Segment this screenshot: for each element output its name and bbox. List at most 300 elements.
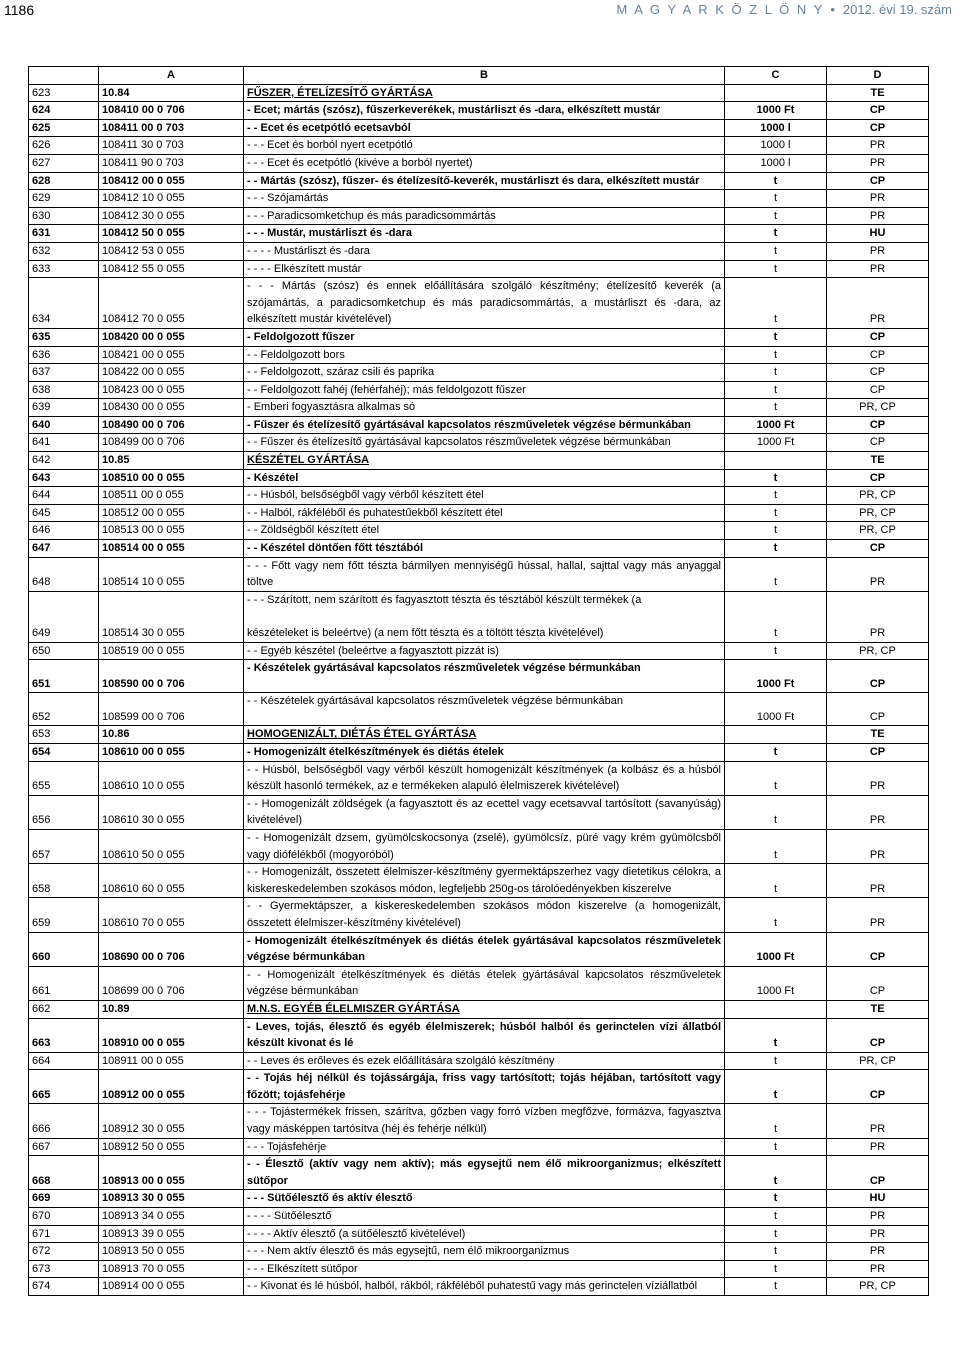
table-row xyxy=(29,469,929,487)
table-row xyxy=(29,1018,929,1052)
type-cell: PR xyxy=(827,260,929,278)
unit-cell: t xyxy=(725,364,827,382)
row-number: 652 xyxy=(29,693,99,726)
column-header: C xyxy=(725,67,827,85)
table-row xyxy=(29,504,929,522)
code-cell: 108690 00 0 706 xyxy=(99,932,244,966)
description-cell: - - - Mártás (szósz) és ennek előállítására szolgáló készítmény; ételízesítő keverék (a szójamártás, a paradicsomketchup és más paradicsommártás, a mustárliszt és -dara, az elkészített mustár kivételével) xyxy=(244,278,725,329)
type-cell: PR xyxy=(827,864,929,898)
row-number: 671 xyxy=(29,1225,99,1243)
type-cell: PR xyxy=(827,557,929,591)
code-cell: 108610 10 0 055 xyxy=(99,761,244,795)
description-cell: - Készétel xyxy=(244,469,725,487)
code-cell: 108610 60 0 055 xyxy=(99,864,244,898)
type-cell: PR xyxy=(827,829,929,863)
row-number: 669 xyxy=(29,1190,99,1208)
unit-cell: t xyxy=(725,1225,827,1243)
description-cell: - - - Ecet és ecetpótló (kivéve a borból nyertet) xyxy=(244,154,725,172)
row-number: 670 xyxy=(29,1208,99,1226)
unit-cell: 1000 l xyxy=(725,154,827,172)
row-number: 648 xyxy=(29,557,99,591)
table-row xyxy=(29,1138,929,1156)
code-cell: 108914 00 0 055 xyxy=(99,1278,244,1296)
row-number: 630 xyxy=(29,207,99,225)
type-cell: CP xyxy=(827,364,929,382)
unit-cell: t xyxy=(725,864,827,898)
unit-cell: t xyxy=(725,1208,827,1226)
code-cell: 108411 30 0 703 xyxy=(99,137,244,155)
type-cell: CP xyxy=(827,1018,929,1052)
unit-cell: t xyxy=(725,1018,827,1052)
type-cell: PR xyxy=(827,761,929,795)
table-row xyxy=(29,829,929,863)
description-cell: - - Tojás héj nélkül és tojássárgája, friss vagy tartósított; tojás héjában, tartósított vagy főzött; tojásfehérje xyxy=(244,1070,725,1104)
type-cell: PR xyxy=(827,190,929,208)
description-cell: - - Leves és erőleves és ezek előállítására szolgáló készítmény xyxy=(244,1052,725,1070)
type-cell: PR, CP xyxy=(827,642,929,660)
row-number: 658 xyxy=(29,864,99,898)
table-row xyxy=(29,898,929,932)
unit-cell: t xyxy=(725,1278,827,1296)
table-row xyxy=(29,540,929,558)
type-cell: CP xyxy=(827,1070,929,1104)
description-line: készételeket is beleértve) (a nem főtt tészta és a töltött tészta kivételével) xyxy=(247,627,604,640)
unit-cell: 1000 Ft xyxy=(725,416,827,434)
code-cell: 108421 00 0 055 xyxy=(99,346,244,364)
row-number: 665 xyxy=(29,1070,99,1104)
unit-cell: t xyxy=(725,1156,827,1190)
table-row xyxy=(29,591,929,642)
code-cell: 108490 00 0 706 xyxy=(99,416,244,434)
unit-cell: t xyxy=(725,795,827,829)
description-cell: - Ecet; mártás (szósz), fűszerkeverékek, mustárliszt és -dara, elkészített mustár xyxy=(244,102,725,120)
row-number: 642 xyxy=(29,452,99,470)
unit-cell: t xyxy=(725,540,827,558)
table-row xyxy=(29,1104,929,1138)
table-row xyxy=(29,761,929,795)
unit-cell: t xyxy=(725,346,827,364)
classification-table xyxy=(28,66,929,1296)
description-cell: - - - Sütőélesztő és aktív élesztő xyxy=(244,1190,725,1208)
unit-cell: t xyxy=(725,1243,827,1261)
column-header: B xyxy=(244,67,725,85)
code-cell: 108423 00 0 055 xyxy=(99,381,244,399)
unit-cell: t xyxy=(725,487,827,505)
table-row xyxy=(29,242,929,260)
type-cell: TE xyxy=(827,452,929,470)
description-cell: - - Feldolgozott, száraz csili és paprika xyxy=(244,364,725,382)
row-number: 641 xyxy=(29,434,99,452)
table-row xyxy=(29,172,929,190)
description-cell: - - - Tojásfehérje xyxy=(244,1138,725,1156)
description-cell: KÉSZÉTEL GYÁRTÁSA xyxy=(244,452,725,470)
unit-cell xyxy=(725,726,827,744)
description-cell: - - Homogenizált ételkészítmények és diétás ételek gyártásával kapcsolatos részműveletek végzése bérmunkában xyxy=(244,966,725,1000)
row-number: 645 xyxy=(29,504,99,522)
code-cell: 10.84 xyxy=(99,84,244,102)
description-cell: - - Fűszer és ételízesítő gyártásával kapcsolatos részműveletek végzése bérmunkában xyxy=(244,434,725,452)
type-cell: CP xyxy=(827,1156,929,1190)
description-cell: - - Homogenizált zöldségek (a fagyasztott és az ecettel vagy ecetsavval tartósított (savanyúság) kivételével) xyxy=(244,795,725,829)
table-row xyxy=(29,207,929,225)
table-row xyxy=(29,102,929,120)
row-number: 634 xyxy=(29,278,99,329)
unit-cell: 1000 Ft xyxy=(725,693,827,726)
code-cell: 10.89 xyxy=(99,1000,244,1018)
table-row xyxy=(29,1000,929,1018)
issue-date: 2012. évi 19. szám xyxy=(842,2,952,17)
code-cell: 108511 00 0 055 xyxy=(99,487,244,505)
table-row xyxy=(29,190,929,208)
description-cell: - - Mártás (szósz), fűszer- és ételízesítő-keverék, mustárliszt és dara, elkészített mustár xyxy=(244,172,725,190)
description-cell: - - Ecet és ecetpótló ecetsavból xyxy=(244,119,725,137)
type-cell: PR xyxy=(827,1260,929,1278)
table-row xyxy=(29,278,929,329)
type-cell: PR xyxy=(827,1138,929,1156)
type-cell: PR xyxy=(827,137,929,155)
table-row xyxy=(29,328,929,346)
type-cell: PR xyxy=(827,591,929,642)
row-number: 672 xyxy=(29,1243,99,1261)
code-cell: 108412 55 0 055 xyxy=(99,260,244,278)
type-cell: CP xyxy=(827,744,929,762)
code-cell: 108422 00 0 055 xyxy=(99,364,244,382)
code-cell: 108912 50 0 055 xyxy=(99,1138,244,1156)
unit-cell: t xyxy=(725,469,827,487)
type-cell: CP xyxy=(827,102,929,120)
code-cell: 108514 00 0 055 xyxy=(99,540,244,558)
description-cell: - - Egyéb készétel (beleértve a fagyasztott pizzát is) xyxy=(244,642,725,660)
type-cell: TE xyxy=(827,726,929,744)
code-cell: 108411 90 0 703 xyxy=(99,154,244,172)
description-cell: M.N.S. EGYÉB ÉLELMISZER GYÁRTÁSA xyxy=(244,1000,725,1018)
code-cell: 108430 00 0 055 xyxy=(99,399,244,417)
code-cell: 108499 00 0 706 xyxy=(99,434,244,452)
code-cell: 108699 00 0 706 xyxy=(99,966,244,1000)
unit-cell: 1000 Ft xyxy=(725,932,827,966)
code-cell: 10.86 xyxy=(99,726,244,744)
description-cell: - - - Szójamártás xyxy=(244,190,725,208)
unit-cell: t xyxy=(725,829,827,863)
column-header: D xyxy=(827,67,929,85)
description-cell: - - Húsból, belsőségből vagy vérből készített étel xyxy=(244,487,725,505)
code-cell: 108913 39 0 055 xyxy=(99,1225,244,1243)
row-number: 624 xyxy=(29,102,99,120)
row-number: 633 xyxy=(29,260,99,278)
table-row xyxy=(29,795,929,829)
code-cell: 108513 00 0 055 xyxy=(99,522,244,540)
row-number: 644 xyxy=(29,487,99,505)
unit-cell: t xyxy=(725,1260,827,1278)
row-number: 646 xyxy=(29,522,99,540)
code-cell: 108911 00 0 055 xyxy=(99,1052,244,1070)
unit-cell: t xyxy=(725,898,827,932)
type-cell: CP xyxy=(827,416,929,434)
code-cell: 108913 00 0 055 xyxy=(99,1156,244,1190)
row-number: 653 xyxy=(29,726,99,744)
description-cell: - - Homogenizált dzsem, gyümölcskocsonya (zselé), gyümölcsíz, püré vagy krém gyümölcsből vagy diófélékből (mogyoróból) xyxy=(244,829,725,863)
type-cell: CP xyxy=(827,346,929,364)
type-cell: PR xyxy=(827,1104,929,1138)
row-number: 666 xyxy=(29,1104,99,1138)
row-number: 636 xyxy=(29,346,99,364)
code-cell: 108510 00 0 055 xyxy=(99,469,244,487)
unit-cell: t xyxy=(725,1190,827,1208)
row-number: 659 xyxy=(29,898,99,932)
unit-cell: 1000 l xyxy=(725,119,827,137)
table-row xyxy=(29,864,929,898)
type-cell: TE xyxy=(827,84,929,102)
type-cell: CP xyxy=(827,119,929,137)
table-row xyxy=(29,660,929,693)
row-number: 661 xyxy=(29,966,99,1000)
type-cell: PR xyxy=(827,242,929,260)
table-row xyxy=(29,966,929,1000)
description-cell: - - Élesztő (aktív vagy nem aktív); más egysejtű nem élő mikroorganizmus; elkészített sütőpor xyxy=(244,1156,725,1190)
table-row xyxy=(29,381,929,399)
type-cell: PR, CP xyxy=(827,1278,929,1296)
unit-cell xyxy=(725,1000,827,1018)
row-number: 623 xyxy=(29,84,99,102)
unit-cell: t xyxy=(725,242,827,260)
code-cell: 108610 50 0 055 xyxy=(99,829,244,863)
unit-cell: t xyxy=(725,207,827,225)
table-row xyxy=(29,154,929,172)
table-row xyxy=(29,119,929,137)
table-row xyxy=(29,84,929,102)
description-cell: - - - Nem aktív élesztő és más egysejtű, nem élő mikroorganizmus xyxy=(244,1243,725,1261)
table-row xyxy=(29,346,929,364)
type-cell: PR, CP xyxy=(827,504,929,522)
type-cell: HU xyxy=(827,225,929,243)
row-number: 628 xyxy=(29,172,99,190)
unit-cell: t xyxy=(725,260,827,278)
description-cell: - - Készétel döntően főtt tésztából xyxy=(244,540,725,558)
unit-cell: 1000 Ft xyxy=(725,102,827,120)
type-cell: CP xyxy=(827,540,929,558)
table-row xyxy=(29,1190,929,1208)
code-cell: 108913 70 0 055 xyxy=(99,1260,244,1278)
row-number: 651 xyxy=(29,660,99,693)
table-row xyxy=(29,487,929,505)
unit-cell: t xyxy=(725,1104,827,1138)
table-row xyxy=(29,1260,929,1278)
description-cell: FŰSZER, ÉTELÍZESÍTŐ GYÁRTÁSA xyxy=(244,84,725,102)
description-cell: - - Homogenizált, összetett élelmiszer-készítmény gyermektápszerhez vagy dietetikus célokra, a kiskereskedelemben szokásos módon, legfeljebb 250g-os tárolóedényekben kiszerelve xyxy=(244,864,725,898)
table-row xyxy=(29,260,929,278)
table-row xyxy=(29,1052,929,1070)
table-row xyxy=(29,932,929,966)
description-cell: - - Zöldségből készített étel xyxy=(244,522,725,540)
description-cell: - Készételek gyártásával kapcsolatos részműveletek végzése bérmunkában xyxy=(244,660,725,693)
row-number: 640 xyxy=(29,416,99,434)
code-cell: 108412 53 0 055 xyxy=(99,242,244,260)
description-line: - - - Szárított, nem szárított és fagyasztott tészta és tésztából készült termékek (a xyxy=(247,593,642,606)
code-cell: 108912 00 0 055 xyxy=(99,1070,244,1104)
unit-cell: 1000 Ft xyxy=(725,966,827,1000)
description-cell: - - Halból, rákféléből és puhatestűekből készített étel xyxy=(244,504,725,522)
description-cell: - Homogenizált ételkészítmények és diétás ételek xyxy=(244,744,725,762)
description-cell: - Feldolgozott fűszer xyxy=(244,328,725,346)
code-cell: 10.85 xyxy=(99,452,244,470)
description-cell: - - - Mustár, mustárliszt és -dara xyxy=(244,225,725,243)
code-cell: 108599 00 0 706 xyxy=(99,693,244,726)
description-cell: - - Készételek gyártásával kapcsolatos részműveletek végzése bérmunkában xyxy=(244,693,725,726)
unit-cell: t xyxy=(725,522,827,540)
table-row xyxy=(29,642,929,660)
code-cell: 108514 30 0 055 xyxy=(99,591,244,642)
table-row xyxy=(29,1225,929,1243)
code-cell: 108412 70 0 055 xyxy=(99,278,244,329)
row-number: 655 xyxy=(29,761,99,795)
table-row xyxy=(29,1156,929,1190)
row-number: 650 xyxy=(29,642,99,660)
page-header xyxy=(0,0,960,24)
table-row xyxy=(29,522,929,540)
unit-cell: t xyxy=(725,1052,827,1070)
table-row xyxy=(29,693,929,726)
bullet-separator: • xyxy=(830,2,837,17)
row-number: 637 xyxy=(29,364,99,382)
row-number: 667 xyxy=(29,1138,99,1156)
description-cell: - Leves, tojás, élesztő és egyéb élelmiszerek; húsból halból és gerinctelen vízi állatból készült kivonat és lé xyxy=(244,1018,725,1052)
row-number: 629 xyxy=(29,190,99,208)
type-cell: PR xyxy=(827,795,929,829)
description-cell: - - Feldolgozott fahéj (fehérfahéj); más feldolgozott fűszer xyxy=(244,381,725,399)
table-row xyxy=(29,557,929,591)
unit-cell: t xyxy=(725,504,827,522)
row-number: 626 xyxy=(29,137,99,155)
type-cell: PR xyxy=(827,278,929,329)
code-cell: 108412 50 0 055 xyxy=(99,225,244,243)
row-number: 632 xyxy=(29,242,99,260)
description-cell: - - - Ecet és borból nyert ecetpótló xyxy=(244,137,725,155)
row-number: 631 xyxy=(29,225,99,243)
unit-cell: t xyxy=(725,591,827,642)
description-cell: - - - Elkészített sütőpor xyxy=(244,1260,725,1278)
description-cell: - - Gyermektápszer, a kiskereskedelemben szokásos módon kiszerelve (a homogenizált, összetett élelmiszer-készítmény kivételével) xyxy=(244,898,725,932)
row-number: 649 xyxy=(29,591,99,642)
row-number: 639 xyxy=(29,399,99,417)
unit-cell: t xyxy=(725,557,827,591)
type-cell: CP xyxy=(827,693,929,726)
unit-cell: 1000 Ft xyxy=(725,660,827,693)
type-cell: PR xyxy=(827,154,929,172)
unit-cell: t xyxy=(725,381,827,399)
column-header xyxy=(29,67,99,85)
unit-cell: t xyxy=(725,328,827,346)
table-row xyxy=(29,744,929,762)
description-cell: - Homogenizált ételkészítmények és diétás ételek gyártásával kapcsolatos részműveletek végzése bérmunkában xyxy=(244,932,725,966)
table-row xyxy=(29,137,929,155)
row-number: 654 xyxy=(29,744,99,762)
row-number: 656 xyxy=(29,795,99,829)
code-cell: 108590 00 0 706 xyxy=(99,660,244,693)
type-cell: CP xyxy=(827,932,929,966)
description-cell: - - - - Sütőélesztő xyxy=(244,1208,725,1226)
type-cell: PR xyxy=(827,207,929,225)
publication-name: M A G Y A R K Ö Z L Ö N Y xyxy=(616,2,825,17)
table-row xyxy=(29,1208,929,1226)
type-cell: PR xyxy=(827,1225,929,1243)
unit-cell: t xyxy=(725,1138,827,1156)
unit-cell: t xyxy=(725,642,827,660)
type-cell: CP xyxy=(827,434,929,452)
code-cell: 108411 00 0 703 xyxy=(99,119,244,137)
description-cell: - - - - Elkészített mustár xyxy=(244,260,725,278)
description-cell: - - - Paradicsomketchup és más paradicsommártás xyxy=(244,207,725,225)
row-number: 638 xyxy=(29,381,99,399)
unit-cell: t xyxy=(725,399,827,417)
description-cell: - - - Főtt vagy nem főtt tészta bármilyen mennyiségű hússal, hallal, sajttal vagy más anyaggal töltve xyxy=(244,557,725,591)
row-number: 635 xyxy=(29,328,99,346)
type-cell: PR xyxy=(827,1243,929,1261)
table-row xyxy=(29,399,929,417)
unit-cell: t xyxy=(725,190,827,208)
code-cell: 108913 50 0 055 xyxy=(99,1243,244,1261)
description-cell: - Fűszer és ételízesítő gyártásával kapcsolatos részműveletek végzése bérmunkában xyxy=(244,416,725,434)
page-number: 1186 xyxy=(4,2,35,18)
type-cell: PR, CP xyxy=(827,1052,929,1070)
unit-cell xyxy=(725,452,827,470)
table-row xyxy=(29,416,929,434)
type-cell: PR, CP xyxy=(827,487,929,505)
description-cell: - - Kivonat és lé húsból, halból, rákból, rákféléből puhatestű vagy más gerinctelen víziállatból xyxy=(244,1278,725,1296)
code-cell: 108412 00 0 055 xyxy=(99,172,244,190)
unit-cell: 1000 Ft xyxy=(725,434,827,452)
table-row xyxy=(29,1070,929,1104)
type-cell: PR, CP xyxy=(827,399,929,417)
code-cell: 108514 10 0 055 xyxy=(99,557,244,591)
table-row xyxy=(29,1243,929,1261)
row-number: 657 xyxy=(29,829,99,863)
row-number: 662 xyxy=(29,1000,99,1018)
column-header-row xyxy=(29,67,929,85)
type-cell: CP xyxy=(827,381,929,399)
column-header: A xyxy=(99,67,244,85)
code-cell: 108412 30 0 055 xyxy=(99,207,244,225)
unit-cell: t xyxy=(725,761,827,795)
type-cell: HU xyxy=(827,1190,929,1208)
unit-cell: t xyxy=(725,744,827,762)
description-cell xyxy=(244,591,725,642)
unit-cell xyxy=(725,84,827,102)
row-number: 643 xyxy=(29,469,99,487)
row-number: 668 xyxy=(29,1156,99,1190)
code-cell: 108913 34 0 055 xyxy=(99,1208,244,1226)
type-cell: CP xyxy=(827,172,929,190)
table-row xyxy=(29,452,929,470)
code-cell: 108410 00 0 706 xyxy=(99,102,244,120)
code-cell: 108519 00 0 055 xyxy=(99,642,244,660)
description-cell: - - Feldolgozott bors xyxy=(244,346,725,364)
code-cell: 108910 00 0 055 xyxy=(99,1018,244,1052)
row-number: 674 xyxy=(29,1278,99,1296)
unit-cell: t xyxy=(725,225,827,243)
unit-cell: t xyxy=(725,172,827,190)
row-number: 627 xyxy=(29,154,99,172)
type-cell: PR, CP xyxy=(827,522,929,540)
unit-cell: t xyxy=(725,278,827,329)
code-cell: 108913 30 0 055 xyxy=(99,1190,244,1208)
unit-cell: t xyxy=(725,1070,827,1104)
description-cell: - - - - Mustárliszt és -dara xyxy=(244,242,725,260)
type-cell: CP xyxy=(827,660,929,693)
row-number: 647 xyxy=(29,540,99,558)
row-number: 625 xyxy=(29,119,99,137)
description-cell: HOMOGENIZÁLT, DIÉTÁS ÉTEL GYÁRTÁSA xyxy=(244,726,725,744)
code-cell: 108610 70 0 055 xyxy=(99,898,244,932)
